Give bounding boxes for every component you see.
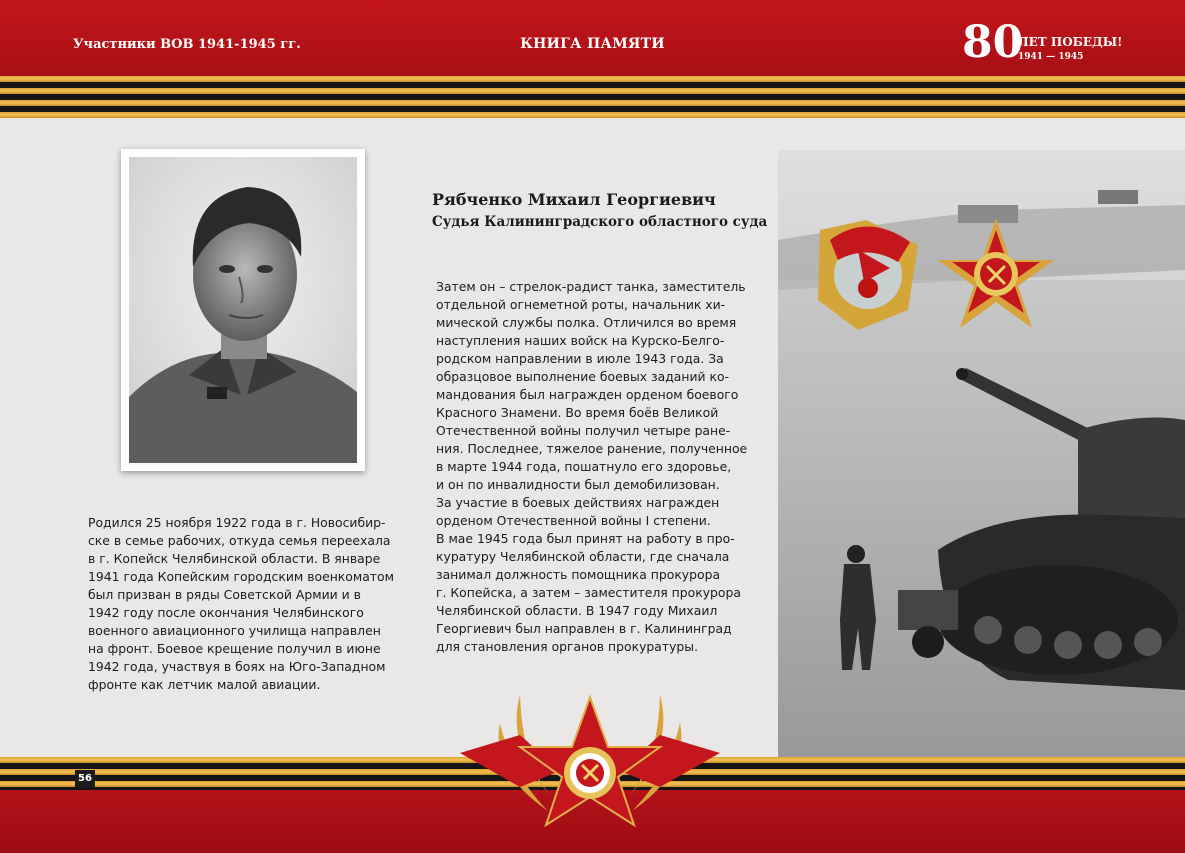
- text-line: фронте как летчик малой авиации.: [88, 677, 321, 692]
- text-line: мандования был награжден орденом боевого: [436, 387, 739, 402]
- text-line: был призван в ряды Советской Армии и в: [88, 587, 361, 602]
- text-line: орденом Отечественной войны I степени.: [436, 513, 711, 528]
- text-line: г. Копейска, а затем – заместителя прокурора: [436, 585, 741, 600]
- text-line: 1942 года, участвуя в боях на Юго-Западном: [88, 659, 386, 674]
- text-line: образцовое выполнение боевых заданий ко-: [436, 369, 730, 384]
- text-line: на фронт. Боевое крещение получил в июне: [88, 641, 381, 656]
- text-line: Отечественной войны получил четыре ране-: [436, 423, 731, 438]
- text-line: в г. Копейск Челябинской области. В январе: [88, 551, 381, 566]
- victory-title: ЛЕТ ПОБЕДЫ!: [1018, 35, 1123, 49]
- st-george-ribbon-top: [0, 76, 1185, 118]
- header-book-title: КНИГА ПАМЯТИ: [520, 36, 665, 52]
- war-photo-tank: [778, 150, 1185, 757]
- text-line: ния. Последнее, тяжелое ранение, полученное: [436, 441, 748, 456]
- text-line: родском направлении в июле 1943 года. За: [436, 351, 724, 366]
- text-line: куратуру Челябинской области, где сначала: [436, 549, 730, 564]
- portrait-photo: [121, 149, 365, 471]
- victory-years: 1941 — 1945: [1018, 52, 1084, 62]
- text-line: ске в семье рабочих, откуда семья переехала: [88, 533, 391, 548]
- text-line: и он по инвалидности был демобилизован.: [436, 477, 720, 492]
- text-line: для становления органов прокуратуры.: [436, 639, 699, 654]
- text-line: В мае 1945 года был принят на работу в про-: [436, 531, 735, 546]
- page-header: [0, 0, 1185, 76]
- text-line: отдельной огнеметной роты, начальник хи-: [436, 297, 726, 312]
- header-section-title: Участники ВОВ 1941-1945 гг.: [73, 37, 301, 52]
- portrait-image: [129, 157, 357, 463]
- text-line: военного авиационного училища направлен: [88, 623, 381, 638]
- text-line: Челябинской области. В 1947 году Михаил: [436, 603, 718, 618]
- text-line: 1941 года Копейским городским военкоматом: [88, 569, 394, 584]
- text-line: Красного Знамени. Во время боёв Великой: [436, 405, 719, 420]
- text-line: 1942 году после окончания Челябинского: [88, 605, 364, 620]
- person-position: Судья Калининградского областного суда: [432, 214, 768, 230]
- text-line: За участие в боевых действиях награжден: [436, 495, 720, 510]
- biography-intro: [88, 514, 408, 694]
- biography-main: [436, 278, 776, 656]
- text-line: Георгиевич был направлен в г. Калининград: [436, 621, 732, 636]
- text-line: наступления наших войск на Курско-Белго-: [436, 333, 725, 348]
- person-name: Рябченко Михаил Георгиевич: [432, 190, 716, 209]
- text-line: в марте 1944 года, пошатнуло его здоровье,: [436, 459, 732, 474]
- text-line: Родился 25 ноября 1922 года в г. Новосибир-: [88, 515, 386, 530]
- victory-star-emblem-icon: [460, 675, 720, 835]
- text-line: мической службы полка. Отличился во время: [436, 315, 737, 330]
- anniversary-number: 80: [962, 17, 1024, 68]
- page-number: 56: [75, 770, 95, 788]
- text-line: Затем он – стрелок-радист танка, заместитель: [436, 279, 746, 294]
- text-line: занимал должность помощника прокурора: [436, 567, 721, 582]
